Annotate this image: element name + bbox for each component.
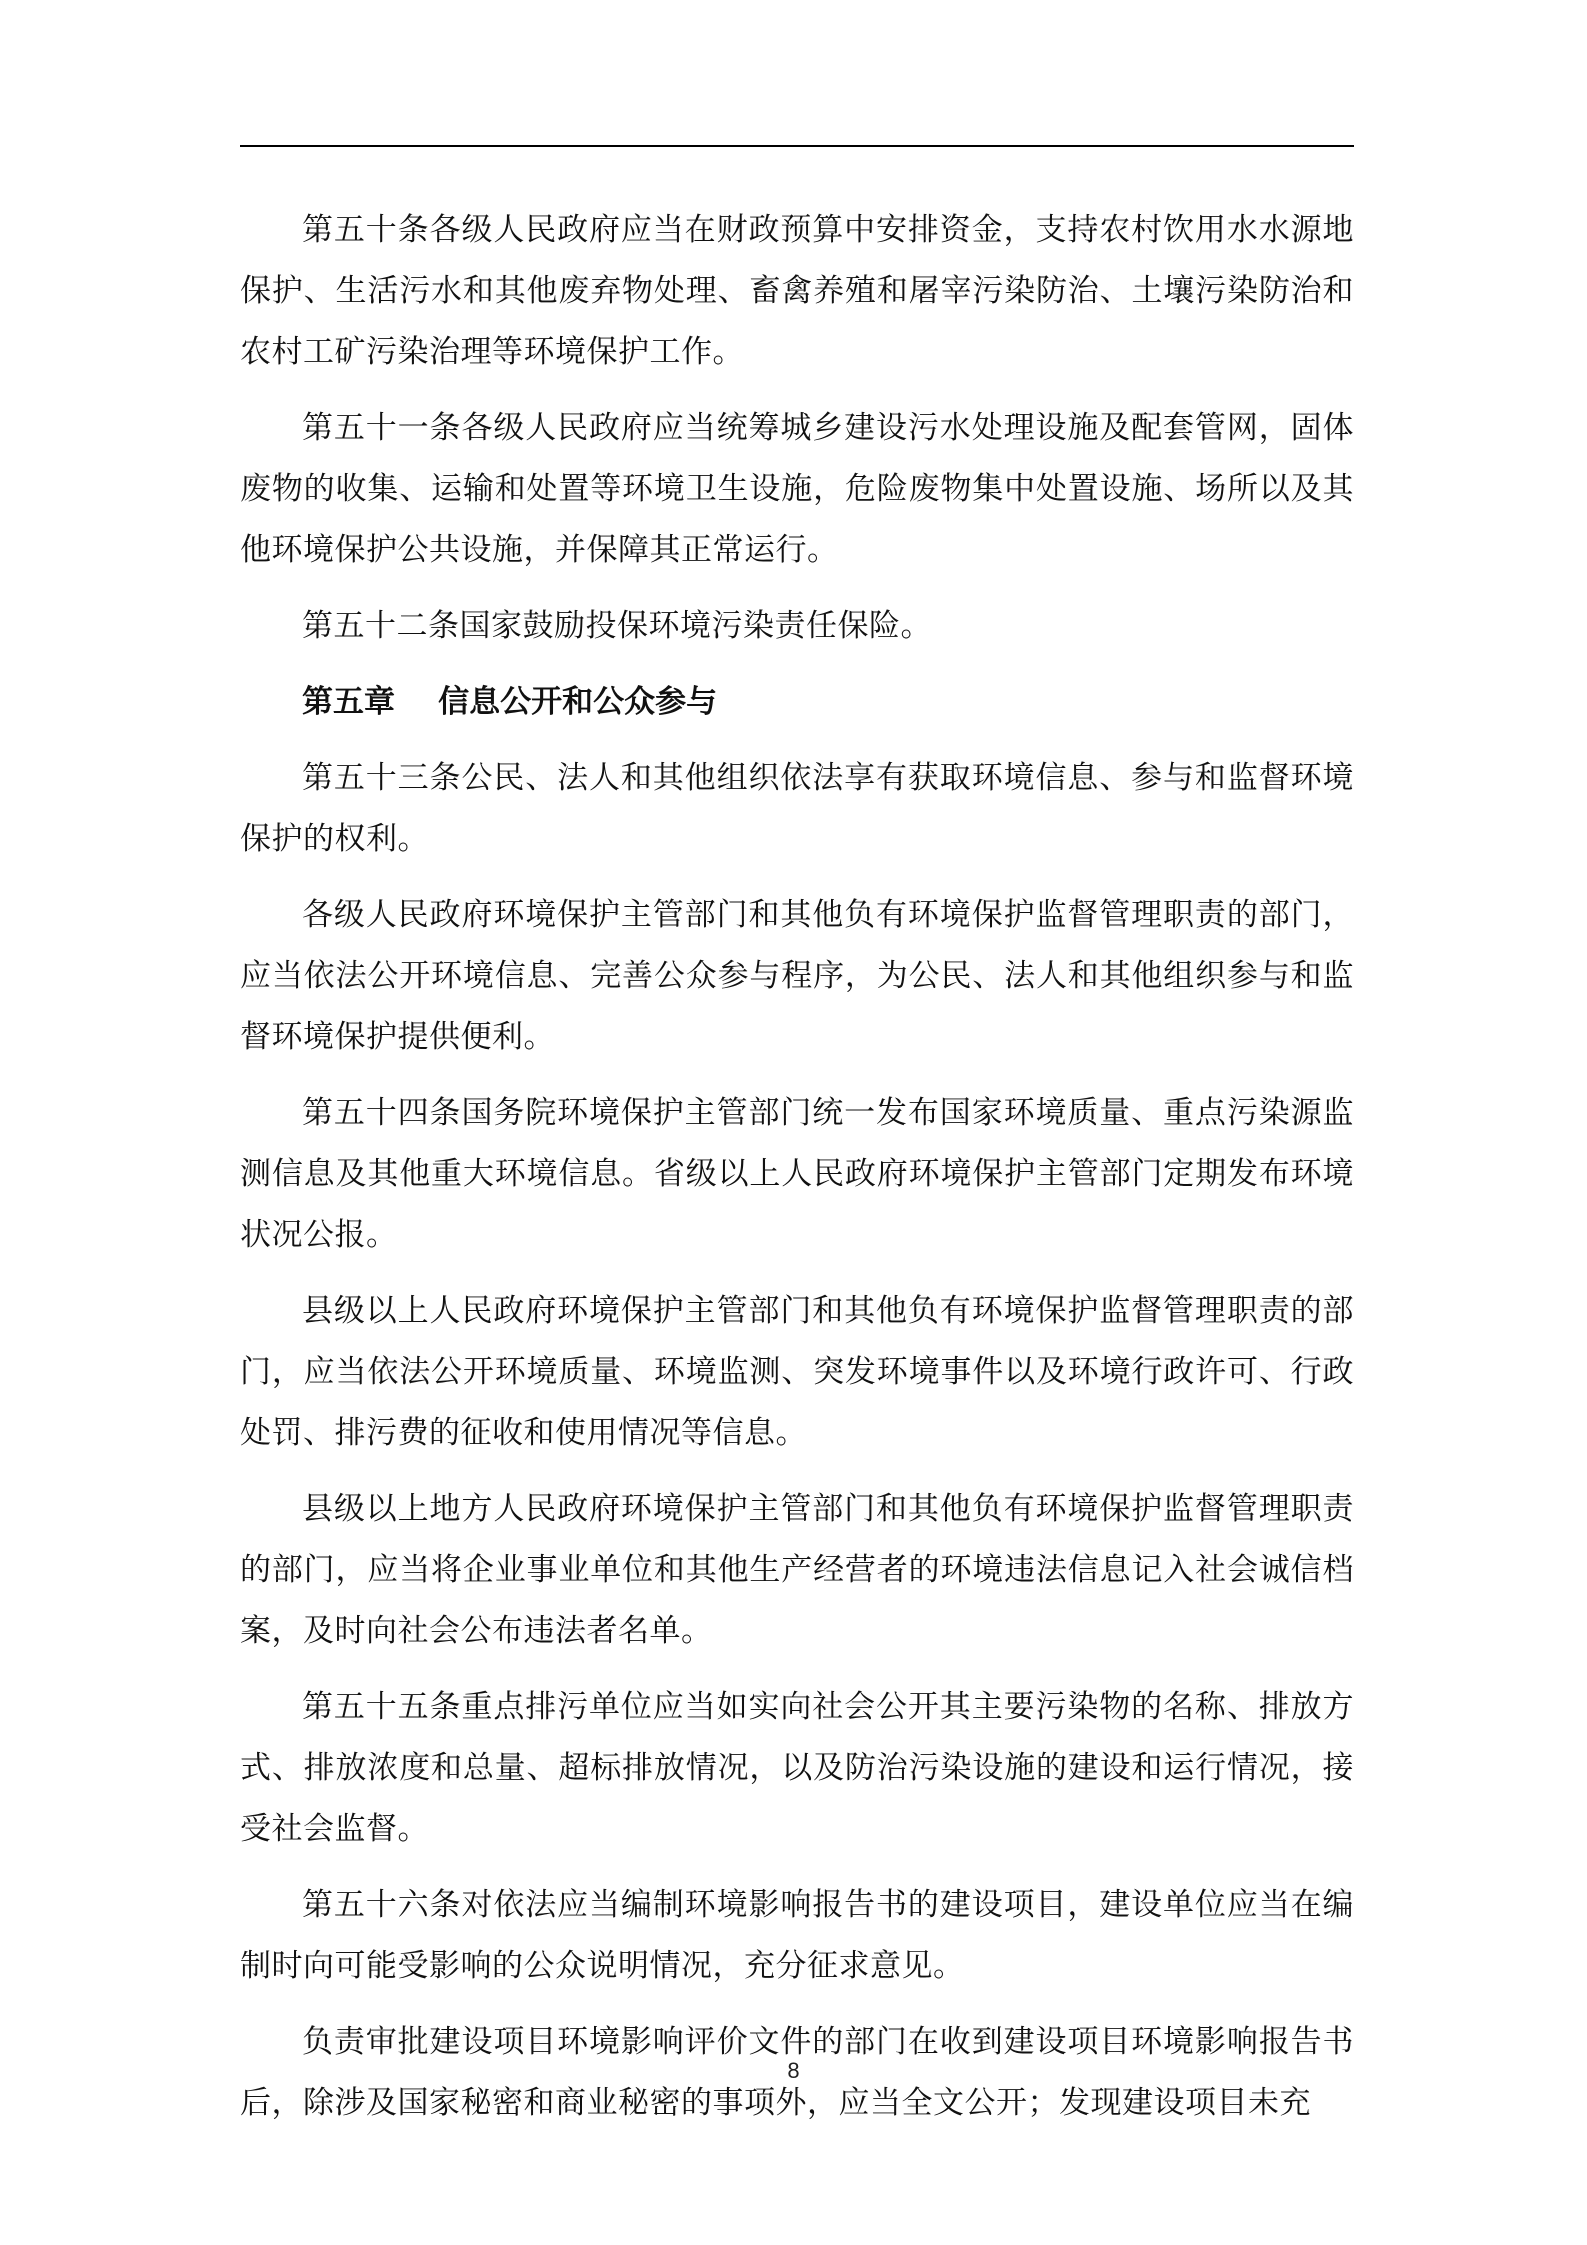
article-54-clause-3: 县级以上地方人民政府环境保护主管部门和其他负有环境保护监督管理职责的部门，应当将企业事业单位和其他生产经营者的环境违法信息记入社会诚信档案，及时向社会公布违法者名单。 (240, 1491, 1354, 1649)
article-52: 第五十二条国家鼓励投保环境污染责任保险。 (302, 608, 932, 644)
article-56: 第五十六条对依法应当编制环境影响报告书的建设项目，建设单位应当在编制时向可能受影响的公众说明情况，充分征求意见。 (240, 1887, 1354, 1984)
article-51: 第五十一条各级人民政府应当统筹城乡建设污水处理设施及配套管网，固体废物的收集、运输和处置等环境卫生设施，危险废物集中处置设施、场所以及其他环境保护公共设施，并保障其正常运行。 (240, 410, 1354, 568)
article-53-clause-2: 各级人民政府环境保护主管部门和其他负有环境保护监督管理职责的部门，应当依法公开环境信息、完善公众参与程序，为公民、法人和其他组织参与和监督环境保护提供便利。 (240, 897, 1354, 1055)
document-body (240, 200, 1354, 2149)
article-56-clause-2: 负责审批建设项目环境影响评价文件的部门在收到建设项目环境影响报告书后，除涉及国家秘密和商业秘密的事项外，应当全文公开；发现建设项目未充 (240, 2024, 1354, 2121)
header-rule (240, 145, 1354, 147)
article-55: 第五十五条重点排污单位应当如实向社会公开其主要污染物的名称、排放方式、排放浓度和总量、超标排放情况，以及防治污染设施的建设和运行情况，接受社会监督。 (240, 1689, 1354, 1847)
article-54-clause-2: 县级以上人民政府环境保护主管部门和其他负有环境保护监督管理职责的部门，应当依法公开环境质量、环境监测、突发环境事件以及环境行政许可、行政处罚、排污费的征收和使用情况等信息。 (240, 1293, 1354, 1451)
article-53: 第五十三条公民、法人和其他组织依法享有获取环境信息、参与和监督环境保护的权利。 (240, 760, 1354, 857)
article-54: 第五十四条国务院环境保护主管部门统一发布国家环境质量、重点污染源监测信息及其他重大环境信息。省级以上人民政府环境保护主管部门定期发布环境状况公报。 (240, 1095, 1354, 1253)
page-number: 8 (787, 2058, 800, 2083)
article-50: 第五十条各级人民政府应当在财政预算中安排资金，支持农村饮用水水源地保护、生活污水和其他废弃物处理、畜禽养殖和屠宰污染防治、土壤污染防治和农村工矿污染治理等环境保护工作。 (240, 212, 1354, 370)
chapter-heading: 第五章 信息公开和公众参与 (302, 684, 718, 720)
